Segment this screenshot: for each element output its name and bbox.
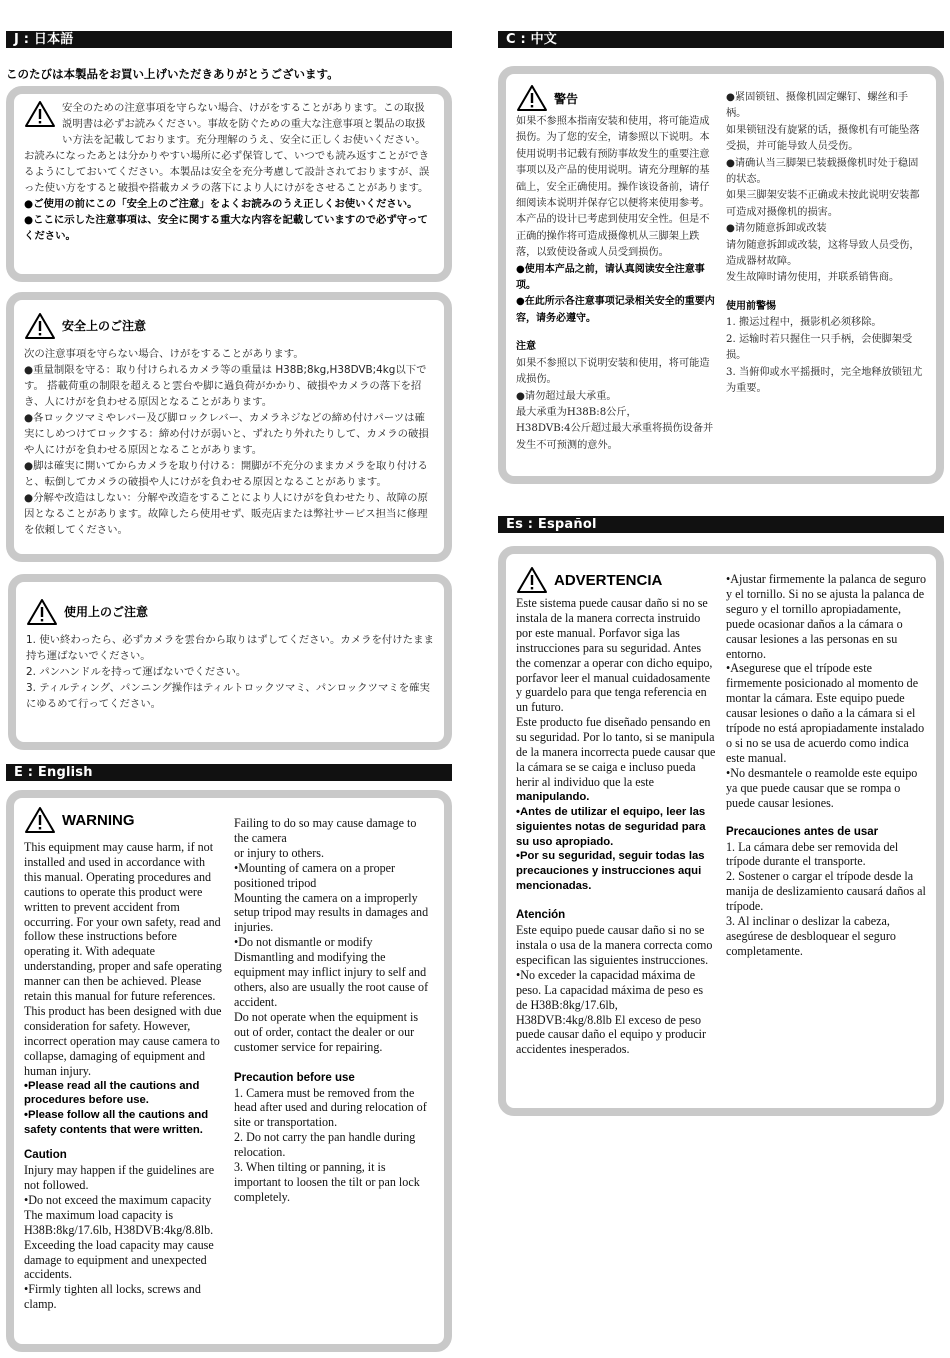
en-right-p1: Failing to do so may cause damage to the camera	[234, 816, 417, 845]
es-precaution-title: Precauciones antes de usar	[726, 825, 879, 838]
cn-pre-title: 使用前警惕	[726, 300, 776, 312]
cn-bold-2: ●在此所示各注意事项记录相关安全的重要内容，请务必遵守。	[516, 296, 715, 324]
jp-safety-p5: ●分解や改造はしない：分解や改造をすることにより人にけがを負わせたり、故障の原因となることがあります。故障したら使用せず、販売店または弊社サービス担当に修理を依頼してください。	[24, 492, 428, 536]
cn-note-title: 注意	[516, 341, 536, 353]
es-left-p1: Este sistema puede causar daño si no se instala de la manera correcta instruido por este manual. Porfavor siga las instrucciones para su seguridad. Antes the comenzar a operar con dicho equipo, porfavor leer el manual cuidadosamente y guardelo para que tenga referencia en un futuro.	[516, 596, 713, 715]
jp-notice-text: 安全のための注意事項を守らない場合、けがをすることがあります。この取扱説明書は必ずお読みください。事故を防ぐための重大な注意事項と製品の取扱い方法を記載しております。充分理解のうえ、安全に正しくお使いください。	[62, 102, 426, 146]
en-left-p4: The maximum load capacity is H38B:8kg/17.6lb, H38DVB:4kg/8.8lb. Exceeding the load capacity may cause damage to equipment and unexpected accidents.	[24, 1207, 214, 1282]
es-left-p2b: manipulando.	[516, 790, 590, 803]
es-atencion-title: Atención	[516, 909, 566, 922]
en-caution-title: Caution	[24, 1149, 67, 1162]
cn-left-p1: 如果不参照本指南安装和使用，将可能造成损伤。为了您的安全，请参照以下说明。本使用说明书记载有预防事故发生的重要注意事项以及产品的使用说明。请充分理解的基础上，安全正确使用。操作该设备前，请仔细阅读本说明并保存它以便将来使用参考。	[516, 116, 710, 210]
es-left-p2: Este producto fue diseñado pensando en su seguridad. Por lo tanto, si se manipula de la manera incorrecta puede causar que la cámara se se caiga e incluso pueda herir al individuo que la este	[516, 715, 716, 789]
jp-intro: このたびは本製品をお買い上げいただきありがとうございます。	[6, 67, 339, 81]
cn-right-p6: 请勿随意拆卸或改装，这将导致人员受伤，造成器材故障。	[726, 239, 920, 268]
en-precaution-item-2: 2. Do not carry the pan handle during relocation.	[234, 1130, 416, 1160]
en-right-p3: •Mounting of camera on a proper positioned tripod	[234, 860, 396, 890]
es-precaution-item-1: 1. La cámara debe ser removida del trípode durante el transporte.	[726, 839, 899, 869]
warning-icon	[516, 566, 548, 594]
warning-icon	[24, 806, 56, 834]
en-bold-2: •Please follow all the cautions and safety contents that were written.	[24, 1109, 209, 1137]
en-right-p7: Do not operate when the equipment is out of order, contact the dealer or our customer service for repairing.	[234, 1009, 419, 1054]
es-warning-box	[498, 546, 944, 1116]
jp-usage-title: 使用上のご注意	[64, 605, 149, 619]
en-right-p6: Dismantling and modifying the equipment may inflict injury to self and others, also are usually the root cause of accident.	[234, 950, 429, 1009]
es-precaution-item-3: 3. Al inclinar o deslizar la cabeza, asegúrese de desbloquear el seguro completamente.	[726, 914, 896, 958]
en-precaution-item-1: 1. Camera must be removed from the head after used and during relocation of site or transportation.	[234, 1085, 427, 1130]
cn-pre-item-1: 1. 搬运过程中，摄影机必须移除。	[726, 317, 882, 329]
jp-safety-p1: 次の注意事項を守らない場合、けがをすることがあります。	[24, 348, 304, 360]
jp-usage-item-1: 1. 使い終わったら、必ずカメラを雲台から取りはずしてください。カメラを付けたまま持ち運ばないでください。	[26, 634, 434, 662]
warning-icon	[24, 100, 56, 128]
cn-left-p3: 如果不参照以下说明安装和使用，将可能造成损伤。	[516, 357, 710, 386]
en-precaution-title: Precaution before use	[234, 1071, 355, 1084]
jp-notice-box	[6, 86, 452, 282]
en-left-p5: •Firmly tighten all locks, screws and clamp.	[24, 1282, 201, 1312]
warning-icon	[26, 598, 58, 626]
jp-notice-text-2: お読みになったあとは分かりやすい場所に必ず保管して、いつでも読み返すことができるようにしておいてください。本製品は安全を充分考慮して設計されておりますが、誤った使い方をすると破損や搭載カメラの落下により人にけがをさせることがあります。	[24, 150, 430, 194]
en-warning-title: WARNING	[62, 811, 135, 829]
en-right-p5: •Do not dismantle or modify	[234, 935, 373, 950]
cn-right-p1: ●紧固锁钮、摄像机固定螺钉、螺丝和手柄。	[726, 92, 909, 120]
en-left-p2: Injury may happen if the guidelines are not followed.	[24, 1163, 215, 1193]
warning-icon	[24, 312, 56, 340]
header-spanish: Es : Español	[498, 516, 944, 533]
es-right-p2: •Asegurese que el trípode este firmemente posicionado al momento de montar la cámara. Este equipo puede causar lesiones o daño a la cámara si el trípode no está apropiadamente instalado o si no se usa de acuerdo como indica este manual.	[726, 661, 925, 765]
en-left-p1: This equipment may cause harm, if not installed and used in accordance with this manual. Operating procedures and cautions to operate this product were written to prevent accident from occurring. For your own safety, read and follow these instructions before operating it. With adequate understanding, proper and safe operating manner can then be achieved. Please retain this manual for future references. This product has been designed with due consideration for safety. However, incorrect operation may cause camera to collapse, damaging of equipment and human injury.	[24, 840, 222, 1078]
en-precaution-item-3: 3. When tilting or panning, it is important to loosen the tilt or pan lock completely.	[234, 1160, 420, 1204]
jp-usage-item-3: 3. ティルティング、パンニング操作はティルトロックツマミ、パンロックツマミを確実にゆるめて行ってください。	[26, 682, 430, 710]
warning-icon	[516, 84, 548, 112]
jp-notice-bold-1: ●ご使用の前にこの「安全上のご注意」をよくお読みのうえ正しくお使いください。	[24, 198, 418, 210]
en-left-p3: •Do not exceed the maximum capacity	[24, 1192, 212, 1207]
cn-right-p3: ●请确认当三脚架已装载摄像机时处于稳固的状态。	[726, 157, 919, 186]
header-japanese: J : 日本語	[6, 31, 452, 48]
cn-left-p4: ●请勿超过最大承重。	[516, 390, 617, 402]
cn-pre-item-3: 3. 当俯仰或水平摇摄时，完全地释放锁钮尤为重要。	[726, 366, 923, 394]
cn-warning-box	[498, 66, 944, 484]
cn-warning-title: 警告	[554, 91, 579, 106]
es-bold-2: •Por su seguridad, seguir todas las precauciones y instrucciones aqui mencionadas.	[516, 850, 705, 893]
jp-safety-p2: ●重量制限を守る：取り付けられるカメラ等の重量は H38B;8kg,H38DVB;4kg以下です。 搭載荷重の制限を超えると雲台や脚に過負荷がかかり、破損やカメラの落下を招き、人にけがを負わせる原因となることがあります。	[24, 364, 427, 408]
jp-notice-bold-2: ●ここに示した注意事項は、安全に関する重大な内容を記載していますので必ず守ってください。	[24, 214, 428, 242]
cn-left-p2: 本产品的设计已考虑到使用安全性。但是不正确的操作将可造成摄像机从三脚架上跌落，以致使设备或人员受到损伤。	[516, 214, 710, 259]
en-warning-box	[6, 790, 452, 1352]
cn-pre-item-2: 2. 运输时若只握住一只手柄，会使脚架受损。	[726, 333, 913, 362]
cn-right-p5: ●请勿随意拆卸或改装	[726, 223, 827, 235]
cn-right-p4: 如果三脚架安装不正确或未按此说明安装都可造成对摄像机的损害。	[726, 190, 920, 218]
es-left-p3: Este equipo puede causar daño si no se instala o usa de la manera correcta como especifican las siguientes instrucciones.	[516, 923, 713, 967]
cn-right-p7: 发生故障时请勿使用，并联系销售商。	[726, 272, 900, 284]
jp-safety-p4: ●脚は確実に開いてからカメラを取り付ける：開脚が不充分のままカメラを取り付けると、転倒してカメラの破損や人にけがを負わせる原因となることがあります。	[24, 460, 428, 488]
jp-usage-box	[8, 574, 452, 750]
jp-usage-item-2: 2. パンハンドルを持って運ばないでください。	[26, 666, 247, 678]
header-english: E : English	[6, 764, 452, 781]
es-right-p1: •Ajustar firmemente la palanca de seguro y el tornillo. Si no se ajusta la palanca de seguro y el tornillo apropiadamente, puede ocasionar daños a la cámara o causar lesiones a las personas en su entorno.	[726, 572, 927, 661]
en-right-p2: or injury to others.	[234, 845, 325, 860]
es-warning-title: ADVERTENCIA	[554, 571, 663, 589]
header-chinese: C : 中文	[498, 31, 944, 48]
es-left-p4: •No exceder la capacidad máxima de peso. La capacidad máxima de peso es de H38B:8kg/17.6lb, H38DVB:4kg/8.8lb El exceso de peso puede causar daño el equipo y producir accidentes inesperados.	[516, 967, 707, 1057]
cn-right-p2: 如果锁钮没有旋紧的话，摄像机有可能坠落受损，并可能导致人员受伤。	[726, 124, 920, 153]
es-precaution-item-2: 2. Sostener o cargar el trípode desde la manija de deslizamiento causará daños al trípode.	[726, 869, 926, 914]
en-bold-1: •Please read all the cautions and procedures before use.	[24, 1079, 200, 1107]
es-bold-1: •Antes de utilizar el equipo, leer las siguientes notas de seguridad para su uso apropiado.	[516, 805, 706, 848]
en-right-p4: Mounting the camera on a improperly setup tripod may results in damages and injuries.	[234, 890, 429, 935]
jp-safety-box	[6, 292, 452, 562]
es-right-p3: •No desmantele o reamolde este equipo ya que puede causar que se rompa o puede causar lesiones.	[726, 765, 918, 810]
jp-safety-p3: ●各ロックツマミやレバー及び脚ロックレバー、カメラネジなどの締め付けパーツは確実にしめつけてロックする：締め付けが弱いと、ずれたり外れたりして、カメラの破損や人にけがを負わせる原因となることがあります。	[24, 412, 429, 456]
cn-left-p6: H38DVB:4公斤超过最大承重将损伤设备并发生不可预测的意外。	[516, 423, 714, 451]
cn-left-p5: 最大承重为H38B:8公斤，	[516, 406, 637, 418]
cn-bold-1: ●使用本产品之前，请认真阅读安全注意事项。	[516, 263, 705, 292]
jp-safety-title: 安全上のご注意	[62, 319, 147, 333]
